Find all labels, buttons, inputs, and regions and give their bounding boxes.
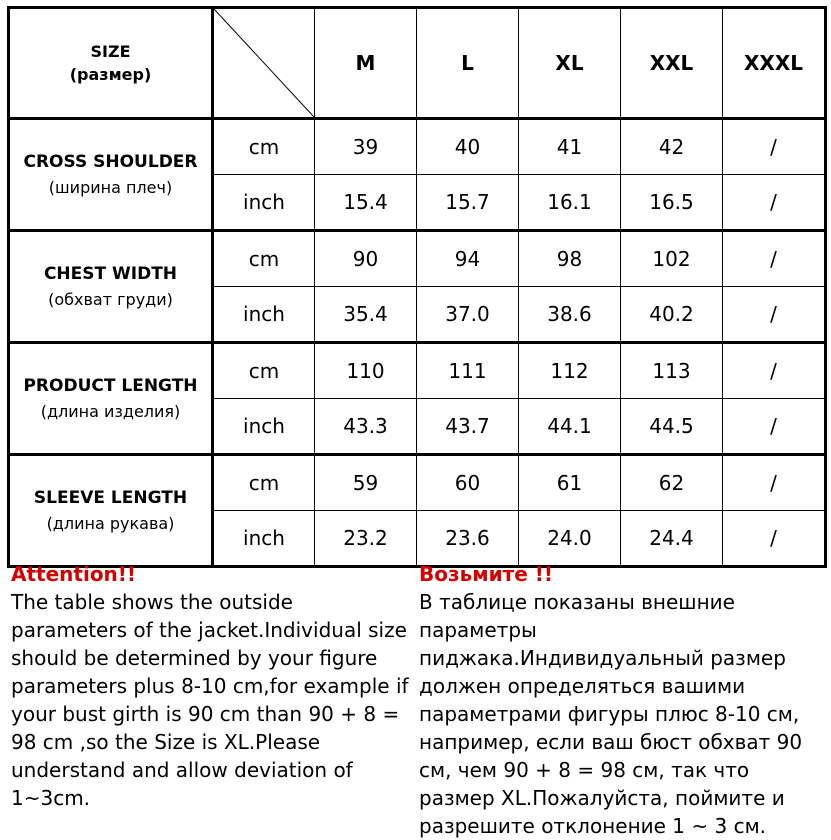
attention-title: Attention!! <box>11 562 137 586</box>
value-cell: 24.4 <box>621 511 723 567</box>
value-cell: 41 <box>519 119 621 175</box>
value-cell: 60 <box>417 455 519 511</box>
value-cell: 111 <box>417 343 519 399</box>
size-column-header: XL <box>519 8 621 119</box>
table-row <box>9 231 826 287</box>
value-cell: / <box>723 119 826 175</box>
attention-note-english <box>11 560 411 812</box>
value-cell: 43.3 <box>315 399 417 455</box>
row-label-ru: (обхват груди) <box>48 290 173 310</box>
value-cell: 44.1 <box>519 399 621 455</box>
value-cell: 94 <box>417 231 519 287</box>
value-cell: / <box>723 399 826 455</box>
row-label-cell <box>9 119 213 231</box>
size-column-header: M <box>315 8 417 119</box>
unit-cell: inch <box>213 399 315 455</box>
value-cell: 23.2 <box>315 511 417 567</box>
value-cell: 23.6 <box>417 511 519 567</box>
unit-cell: cm <box>213 119 315 175</box>
attention-note-russian <box>419 560 827 840</box>
value-cell: 61 <box>519 455 621 511</box>
row-label-ru: (ширина плеч) <box>48 178 173 198</box>
value-cell: 98 <box>519 231 621 287</box>
row-label-ru: (длина изделия) <box>40 402 181 422</box>
value-cell: 102 <box>621 231 723 287</box>
row-label: PRODUCT LENGTH <box>23 375 198 396</box>
attention-body-ru: В таблице показаны внешние параметры пиджака.Индивидуальный размер должен определяться вашими параметрами фигуры плюс 8-10 см, например, если ваш бюст обхват 90 см, чем 90 + 8 = 98 см, так что размер XL.Пожалуйста, поймите и разрешите отклонение 1 ~ 3 см. <box>419 590 803 838</box>
value-cell: / <box>723 175 826 231</box>
value-cell: 62 <box>621 455 723 511</box>
row-label-cell <box>9 231 213 343</box>
table-row <box>9 119 826 175</box>
value-cell: 40.2 <box>621 287 723 343</box>
unit-cell: inch <box>213 175 315 231</box>
value-cell: / <box>723 511 826 567</box>
size-column-header: L <box>417 8 519 119</box>
value-cell: 37.0 <box>417 287 519 343</box>
size-chart-table <box>7 6 827 568</box>
diagonal-line <box>214 9 314 117</box>
diagonal-corner-cell <box>213 8 315 119</box>
size-header-label: SIZE <box>90 41 131 61</box>
header-row <box>9 8 826 119</box>
value-cell: 43.7 <box>417 399 519 455</box>
value-cell: 59 <box>315 455 417 511</box>
unit-cell: cm <box>213 231 315 287</box>
value-cell: / <box>723 343 826 399</box>
attention-body: The table shows the outside parameters of the jacket.Individual size should be determined by your figure parameters plus 8-10 cm,for example if your bust girth is 90 cm than 90 + 8 = 98 cm ,so the Size is XL.Please understand and allow deviation of 1~3cm. <box>11 590 409 810</box>
value-cell: / <box>723 231 826 287</box>
value-cell: 16.1 <box>519 175 621 231</box>
value-cell: 90 <box>315 231 417 287</box>
unit-cell: inch <box>213 511 315 567</box>
value-cell: / <box>723 287 826 343</box>
size-header-label-ru: (размер) <box>69 65 152 84</box>
value-cell: 113 <box>621 343 723 399</box>
value-cell: 24.0 <box>519 511 621 567</box>
attention-title-ru: Возьмите !! <box>419 562 553 586</box>
unit-cell: inch <box>213 287 315 343</box>
size-column-header: XXXL <box>723 8 826 119</box>
value-cell: 38.6 <box>519 287 621 343</box>
table-row <box>9 455 826 511</box>
row-label-cell <box>9 455 213 567</box>
value-cell: / <box>723 455 826 511</box>
row-label-ru: (длина рукава) <box>46 514 175 534</box>
unit-cell: cm <box>213 455 315 511</box>
value-cell: 42 <box>621 119 723 175</box>
value-cell: 44.5 <box>621 399 723 455</box>
row-label-cell <box>9 343 213 455</box>
value-cell: 110 <box>315 343 417 399</box>
row-label: SLEEVE LENGTH <box>33 487 188 508</box>
value-cell: 15.4 <box>315 175 417 231</box>
value-cell: 16.5 <box>621 175 723 231</box>
value-cell: 112 <box>519 343 621 399</box>
value-cell: 40 <box>417 119 519 175</box>
unit-cell: cm <box>213 343 315 399</box>
value-cell: 15.7 <box>417 175 519 231</box>
row-label: CROSS SHOULDER <box>23 151 198 172</box>
row-label: CHEST WIDTH <box>43 263 178 284</box>
value-cell: 35.4 <box>315 287 417 343</box>
size-header-cell <box>9 8 213 119</box>
size-column-header: XXL <box>621 8 723 119</box>
value-cell: 39 <box>315 119 417 175</box>
table-row <box>9 343 826 399</box>
